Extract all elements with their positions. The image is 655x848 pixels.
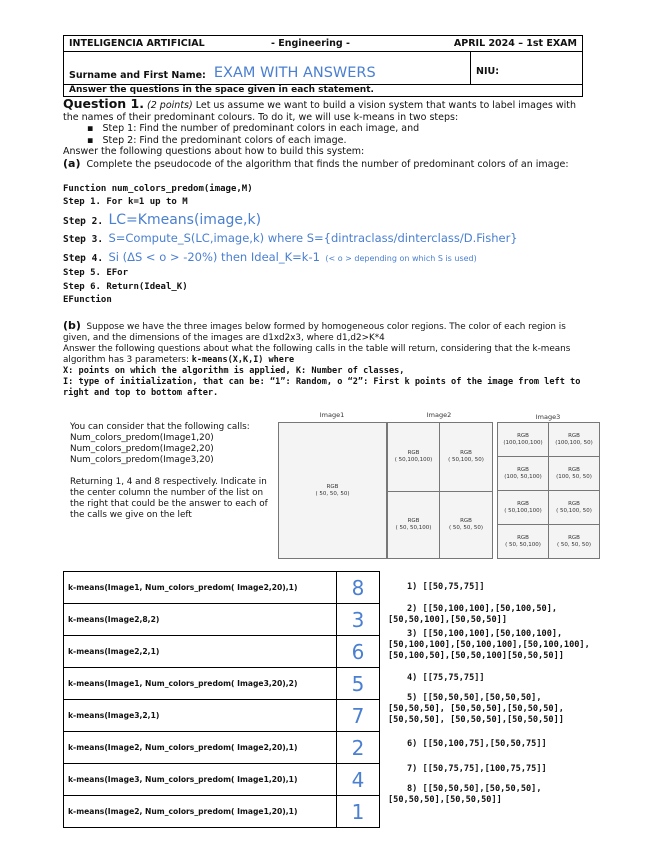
side-p1: You can consider that the following calls: <box>70 422 250 432</box>
table-row <box>64 700 380 732</box>
pseudo-step3-answer: S=Compute_S(LC,image,k) where S={dintraclass/dinterclass/D.Fisher} <box>108 231 518 245</box>
table-row <box>64 604 380 636</box>
option-item: 2) [[50,100,100],[50,100,50], [50,50,100],[50,50,50]] <box>388 604 558 625</box>
table-row <box>64 796 380 828</box>
answer-cell: 1 <box>337 796 380 828</box>
call-cell: k-means(Image1, Num_colors_predom( Image3,20),2) <box>64 668 337 700</box>
pseudo-func: Function num_colors_predom(image,M) <box>63 184 253 194</box>
part-b-label: (b) <box>63 319 81 332</box>
surname-value: EXAM WITH ANSWERS <box>213 65 376 81</box>
image3-region: RGB (100,100, 50) <box>548 422 600 457</box>
table-row <box>64 764 380 796</box>
step-item-2: ▪ Step 2: Find the predominant colors of each image. <box>87 134 347 146</box>
answer-cell: 4 <box>337 764 380 796</box>
image2-caption: Image2 <box>426 411 452 419</box>
side-text <box>70 422 275 521</box>
pseudo-step6: Step 6. Return(Ideal_K) <box>63 282 188 292</box>
call-cell: k-means(Image1, Num_colors_predom( Image2,20),1) <box>64 572 337 604</box>
option-item: 8) [[50,50,50],[50,50,50], [50,50,50],[50,50,50]] <box>388 784 542 805</box>
option-item: 4) [[75,75,75]] <box>407 673 485 683</box>
image3-region: RGB (100, 50, 50) <box>548 456 600 491</box>
table-row <box>64 668 380 700</box>
calls-table <box>63 571 380 828</box>
question-title: Question 1. <box>63 96 144 111</box>
pseudocode <box>63 184 518 308</box>
side-p2: Returning 1, 4 and 8 respectively. Indicate in the center column the number of the list on the right that could be the answer to each of the calls we give on the left <box>70 477 268 520</box>
side-call1: Num_colors_predom(Image1,20) <box>70 433 214 443</box>
call-cell: k-means(Image3, Num_colors_predom( Image1,20),1) <box>64 764 337 796</box>
image3-region: RGB ( 50,100, 50) <box>548 490 600 525</box>
table-row <box>64 732 380 764</box>
option-item: 6) [[50,100,75],[50,50,75]] <box>407 739 547 749</box>
option-item: 3) [[50,100,100],[50,100,100], [50,100,100],[50,100,100],[50,100,100], [50,100,50],[50,50,100][50,50,50]] <box>388 629 590 661</box>
option-item: 5) [[50,50,50],[50,50,50], [50,50,50], [50,50,50],[50,50,50], [50,50,50], [50,50,50],[50,50,50]] <box>388 693 564 725</box>
department: - Engineering - <box>271 38 350 49</box>
pseudo-step3-label: Step 3. <box>63 234 104 245</box>
call-cell: k-means(Image2,8,2) <box>64 604 337 636</box>
table-row <box>64 636 380 668</box>
pseudo-step4-note: (< o > depending on which S is used) <box>325 254 477 263</box>
side-call3: Num_colors_predom(Image3,20) <box>70 455 214 465</box>
line-i: I: type of initialization, that can be: “1”: Random, o “2”: First k points of the image from left to right and top to bottom after. <box>63 377 581 398</box>
image3-region: RGB ( 50,100,100) <box>497 490 549 525</box>
question-intro: Let us assume we want to build a vision system that wants to label images with the names of their predominant colours. To do it, we will use k-means in two steps: <box>63 100 577 123</box>
image3-region: RGB ( 50, 50, 50) <box>548 524 600 559</box>
side-call2: Num_colors_predom(Image2,20) <box>70 444 214 454</box>
kmeans-signature: k-means(X,K,I) where <box>191 355 295 365</box>
image3-region: RGB ( 50, 50,100) <box>497 524 549 559</box>
call-cell: k-means(Image2, Num_colors_predom( Image2,20),1) <box>64 732 337 764</box>
part-a-label: (a) <box>63 156 81 170</box>
pseudo-step4-answer: Si (ΔS < o > -20%) then Ideal_K=k-1 <box>108 250 320 264</box>
line-x: X: points on which the algorithm is applied, K: Number of classes, <box>63 366 405 376</box>
image2-region: RGB ( 50,100, 50) <box>439 422 493 492</box>
image3-region: RGB (100,100,100) <box>497 422 549 457</box>
pseudo-step2-answer: LC=Kmeans(image,k) <box>108 212 262 228</box>
call-cell: k-means(Image2, Num_colors_predom( Image1,20),1) <box>64 796 337 828</box>
image1-caption: Image1 <box>319 411 345 419</box>
exam-header <box>63 35 583 97</box>
part-b-text1: Suppose we have the three images below formed by homogeneous color regions. The color of each region is given, and the dimensions of the images are d1xd2x3, where d1,d2>K*4 <box>63 322 566 343</box>
part-a-text: Complete the pseudocode of the algorithm that finds the number of predominant colors of an image: <box>86 158 569 170</box>
call-cell: k-means(Image3,2,1) <box>64 700 337 732</box>
answer-cell: 5 <box>337 668 380 700</box>
answer-prompt: Answer the following questions about how to build this system: <box>63 146 365 157</box>
pseudo-step5: Step 5. EFor <box>63 268 129 278</box>
answer-cell: 3 <box>337 604 380 636</box>
image1-region: RGB ( 50, 50, 50) <box>278 422 387 559</box>
answer-cell: 6 <box>337 636 380 668</box>
part-b-text2: Answer the following questions about what the following calls in the table will return, considering that the k-means algorithm has 3 parameters: <box>63 344 571 365</box>
answer-cell: 8 <box>337 572 380 604</box>
option-item: 1) [[50,75,75]] <box>407 582 485 592</box>
image2-region: RGB ( 50,100,100) <box>387 422 440 492</box>
course-name: INTELIGENCIA ARTIFICIAL <box>69 38 205 49</box>
image3-caption: Image3 <box>535 413 561 421</box>
image2-region: RGB ( 50, 50,100) <box>387 491 440 559</box>
pseudo-step2-label: Step 2. <box>63 216 104 227</box>
image2-region: RGB ( 50, 50, 50) <box>439 491 493 559</box>
question-points: (2 points) <box>147 100 193 111</box>
pseudo-step1: Step 1. For k=1 up to M <box>63 197 188 207</box>
surname-label: Surname and First Name: <box>69 70 206 81</box>
table-row <box>64 572 380 604</box>
pseudo-end: EFunction <box>63 295 112 305</box>
step-item-1: ▪ Step 1: Find the number of predominant colors in each image, and <box>87 123 420 134</box>
instructions: Answer the questions in the space given in each statement. <box>69 85 374 95</box>
answer-cell: 2 <box>337 732 380 764</box>
part-b <box>63 320 593 399</box>
call-cell: k-means(Image2,2,1) <box>64 636 337 668</box>
pseudo-step4-label: Step 4. <box>63 253 104 264</box>
exam-date: APRIL 2024 – 1st EXAM <box>453 38 577 49</box>
image3-region: RGB (100, 50,100) <box>497 456 549 491</box>
question-1 <box>63 98 593 170</box>
niu-label: NIU: <box>476 66 499 77</box>
answer-cell: 7 <box>337 700 380 732</box>
option-item: 7) [[50,75,75],[100,75,75]] <box>407 764 547 774</box>
